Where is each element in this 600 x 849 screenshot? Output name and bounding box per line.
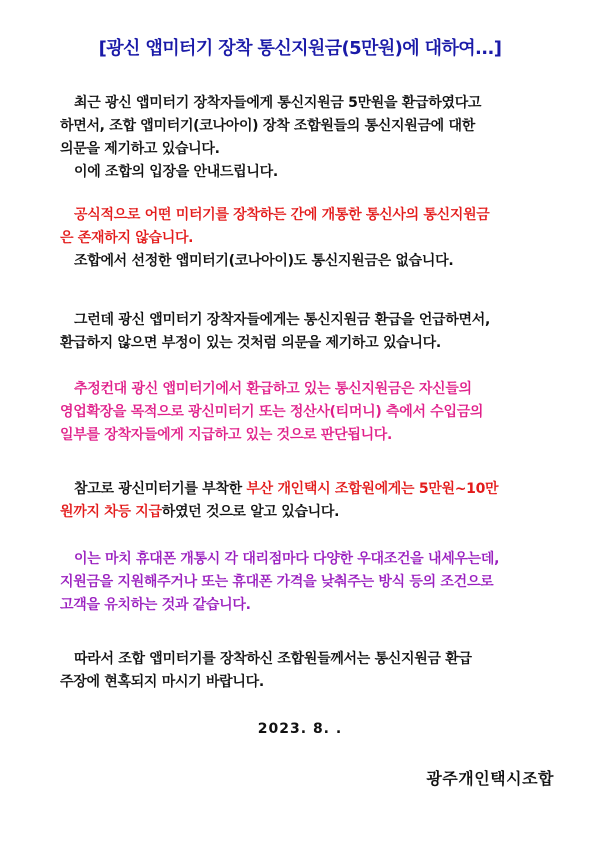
highlight-segment: 원까지 차등 지급 (60, 504, 162, 520)
paragraph-conclusion (60, 648, 560, 694)
text-line: 환급하지 않으면 부정이 있는 것처럼 의문을 제기하고 있습니다. (60, 335, 441, 351)
issuer-signature: 광주개인택시조합 (426, 769, 554, 788)
highlight-line: 일부를 장착자들에게 지급하고 있는 것으로 판단됩니다. (60, 427, 393, 443)
highlight-line: 영업확장을 목적으로 광신미터기 또는 정산사(티머니) 측에서 수입금의 (60, 404, 484, 420)
text-line: 따라서 조합 앱미터기를 장착하신 조합원들께서는 통신지원금 환급 (74, 651, 472, 667)
text-line: 조합에서 선정한 앱미터기(코나아이)도 통신지원금은 없습니다. (74, 253, 454, 269)
text-line: 의문을 제기하고 있습니다. (60, 141, 220, 157)
highlight-line: 지원금을 지원해주거나 또는 휴대폰 가격을 낮춰주는 방식 등의 조건으로 (60, 574, 494, 590)
text-line (60, 501, 560, 524)
paragraph-intro (60, 92, 560, 184)
highlight-line: 고객을 유치하는 것과 같습니다. (60, 597, 251, 613)
text-line: 최근 광신 앱미터기 장착자들에게 통신지원금 5만원을 환급하였다고 (74, 95, 482, 111)
highlight-line: 이는 마치 휴대폰 개통시 각 대리점마다 다양한 우대조건을 내세우는데, (74, 551, 500, 567)
text-segment: 하였던 것으로 알고 있습니다. (161, 504, 340, 520)
highlight-line: 추정컨대 광신 앱미터기에서 환급하고 있는 통신지원금은 자신들의 (74, 381, 472, 397)
highlight-segment: 부산 개인택시 조합원에게는 5만원~10만 (246, 481, 499, 497)
text-line: 주장에 현혹되지 마시기 바랍니다. (60, 674, 264, 690)
paragraph-analogy (60, 548, 560, 617)
text-line (60, 478, 560, 501)
paragraph-refund-claims (60, 309, 560, 355)
text-line: 하면서, 조합 앱미터기(코나아이) 장착 조합원들의 통신지원금에 대한 (60, 118, 475, 134)
document-date: 2023. 8. . (257, 721, 343, 737)
text-segment: 참고로 광신미터기를 부착한 (74, 481, 247, 497)
highlight-line: 은 존재하지 않습니다. (60, 230, 194, 246)
text-line: 그런데 광신 앱미터기 장착자들에게는 통신지원금 환급을 언급하면서, (74, 312, 490, 328)
text-line: 이에 조합의 입장을 안내드립니다. (74, 164, 278, 180)
paragraph-reference (60, 478, 560, 524)
paragraph-official-position (60, 204, 560, 273)
page-title: [광신 앱미터기 장착 통신지원금(5만원)에 대하여...] (98, 38, 502, 59)
paragraph-estimate (60, 378, 560, 447)
highlight-line: 공식적으로 어떤 미터기를 장착하든 간에 개통한 통신사의 통신지원금 (74, 207, 490, 223)
